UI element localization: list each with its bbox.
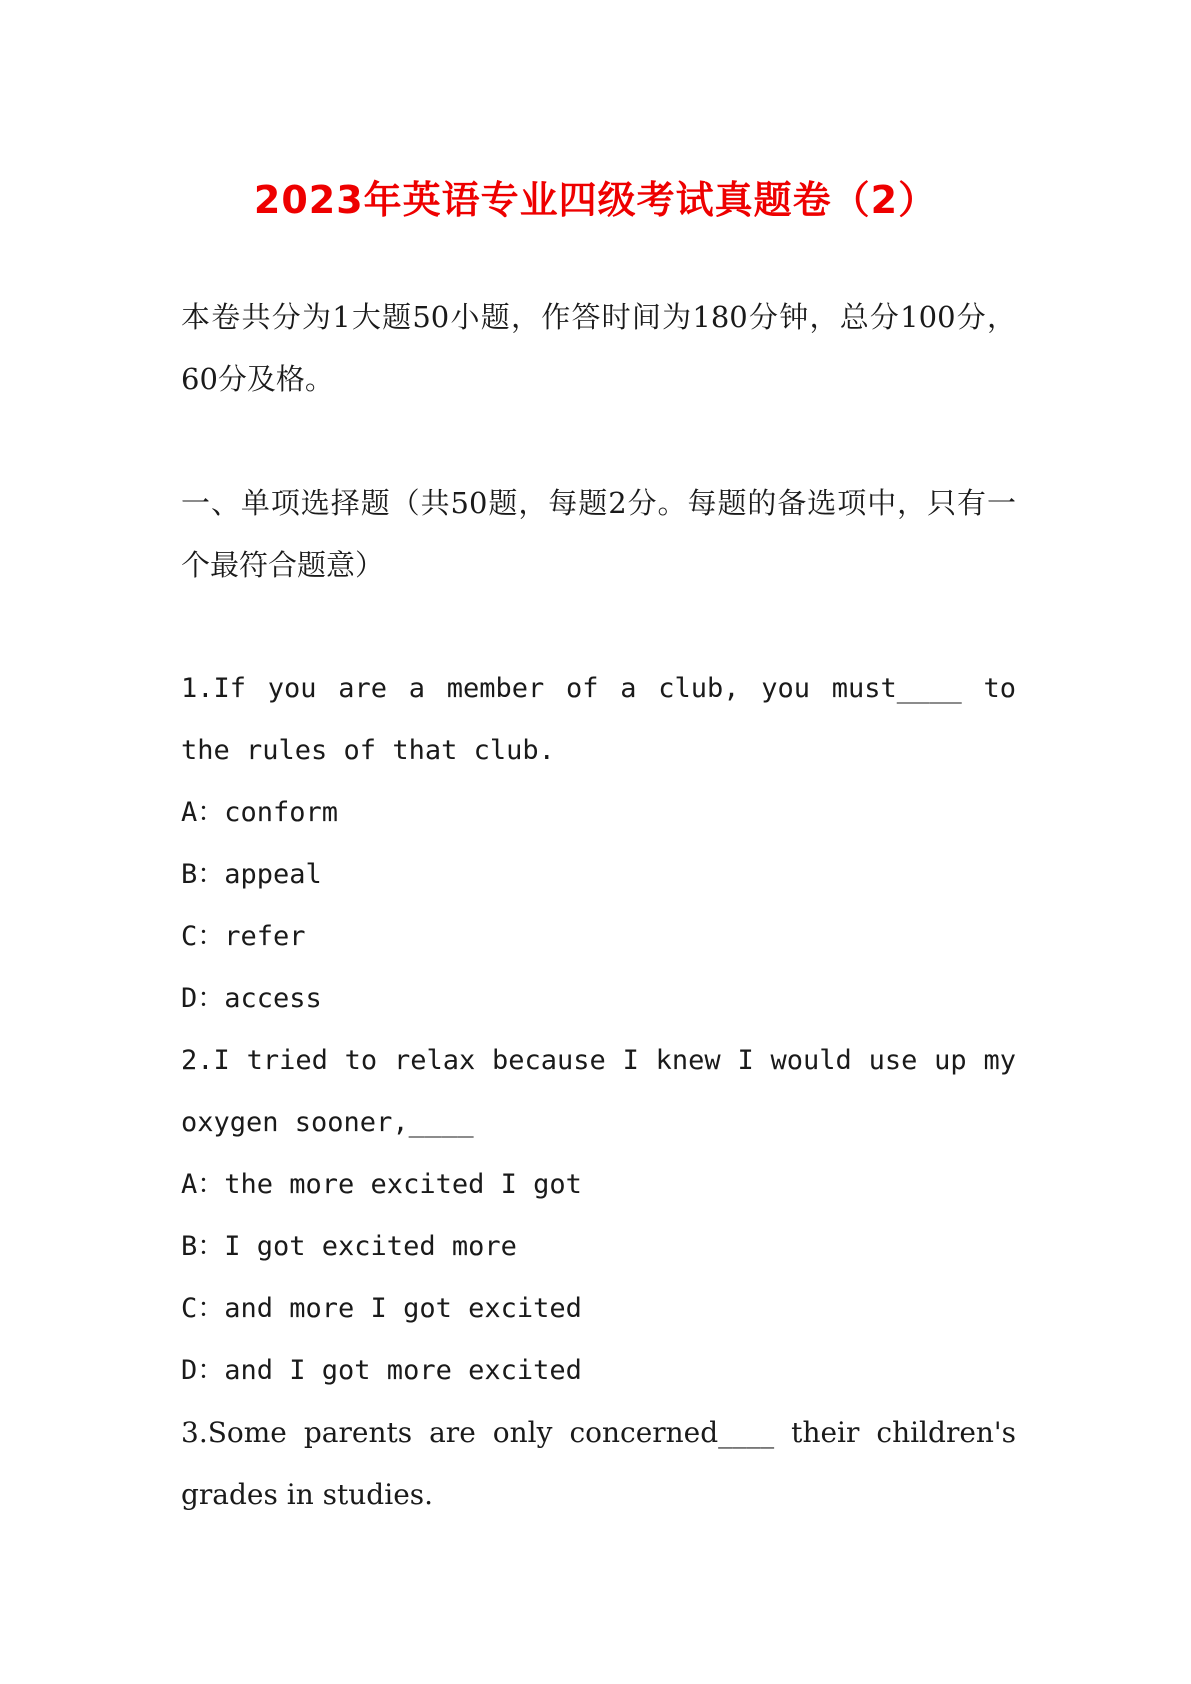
question-item — [181, 658, 1016, 1030]
question-stem: 2.I tried to relax because I knew I would use up my oxygen sooner,____ — [181, 1045, 1016, 1138]
question-stem: 3.Some parents are only concerned____ their children's grades in studies. — [181, 1416, 1016, 1511]
option-d: D：and I got more excited — [181, 1355, 582, 1386]
option-b: B：appeal — [181, 859, 322, 890]
intro-paragraph: 本卷共分为1大题50小题，作答时间为180分钟，总分100分，60分及格。 — [181, 300, 1016, 396]
question-item — [181, 1030, 1016, 1402]
question-list — [181, 658, 1016, 1526]
option-c: C：refer — [181, 921, 306, 952]
document-title: 2023年英语专业四级考试真题卷（2） — [253, 178, 938, 222]
question-stem: 1.If you are a member of a club, you must____ to the rules of that club. — [181, 673, 1016, 766]
option-a: A：the more excited I got — [181, 1169, 582, 1200]
option-b: B：I got excited more — [181, 1231, 517, 1262]
question-item — [181, 1402, 1016, 1526]
option-c: C：and more I got excited — [181, 1293, 582, 1324]
option-a: A：conform — [181, 797, 339, 828]
section-heading: 一、单项选择题（共50题，每题2分。每题的备选项中，只有一个最符合题意） — [181, 486, 1016, 582]
option-d: D：access — [181, 983, 322, 1014]
